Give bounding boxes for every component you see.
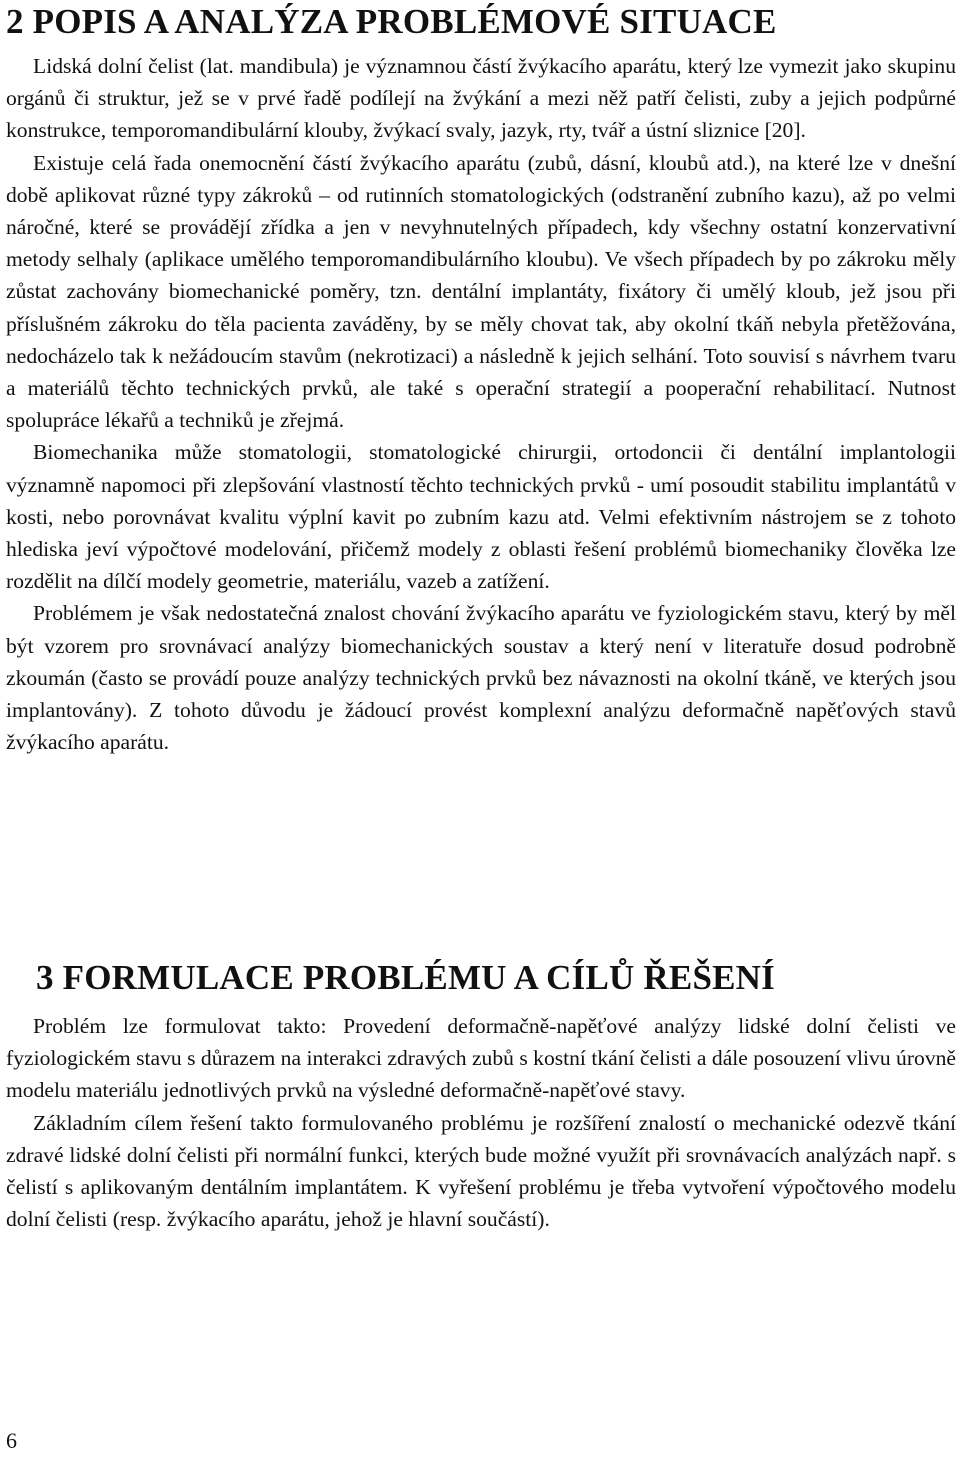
page-number: 6: [6, 1428, 17, 1453]
paragraph: Existuje celá řada onemocnění částí žvýkacího aparátu (zubů, dásní, kloubů atd.), na které lze v dnešní době aplikovat různé typy zákroků – od rutinních stomatologických (odstranění zubního kazu), až po velmi náročné, které se provádějí zřídka a jen v nevyhnutelných případech, kdy všechny ostatní konzervativní metody selhaly (aplikace umělého temporomandibulárního kloubu). Ve všech případech by po zákroku měly zůstat zachovány biomechanické poměry, tzn. dentální implantáty, fixátory či umělý kloub, jež jsou při příslušném zákroku do těla pacienta zaváděny, by se měly chovat tak, aby okolní tkáň nebyla přetěžována, nedocházelo tak k nežádoucím stavům (nekrotizaci) a následně k jejich selhání. Toto souvisí s návrhem tvaru a materiálů těchto technických prvků, ale také s operační strategií a pooperační rehabilitací. Nutnost spolupráce lékařů a techniků je zřejmá.: [6, 150, 956, 433]
document-page: [6, 0, 956, 1459]
paragraph: Problém lze formulovat takto: Provedení deformačně-napěťové analýzy lidské dolní čelisti ve fyziologickém stavu s důrazem na interakci zdravých zubů s kostní tkání čelisti a dále posouzení vlivu úrovně modelu materiálu jednotlivých prvků na výsledné deformačně-napěťové stavy.: [6, 1014, 956, 1103]
section-body: [6, 1010, 956, 1235]
section-heading: 2 POPIS A ANALÝZA PROBLÉMOVÉ SITUACE: [6, 2, 777, 41]
paragraph: Základním cílem řešení takto formulovaného problému je rozšíření znalostí o mechanické odezvě tkání zdravé lidské dolní čelisti při normální funkci, kterých bude možné využít při srovnávacích analýzách např. s čelistí s aplikovaným dentálním implantátem. K vyřešení problému je třeba vytvoření výpočtového modelu dolní čelisti (resp. žvýkacího aparátu, jehož je hlavní součástí).: [6, 1110, 956, 1232]
section-heading: 3 FORMULACE PROBLÉMU A CÍLŮ ŘEŠENÍ: [36, 958, 775, 997]
paragraph: Problémem je však nedostatečná znalost chování žvýkacího aparátu ve fyziologickém stavu, který by měl být vzorem pro srovnávací analýzy biomechanických soustav a který není v literatuře dosud podrobně zkoumán (často se provádí pouze analýzy technických prvků bez návaznosti na okolní tkáně, ve kterých jsou implantovány). Z tohoto důvodu je žádoucí provést komplexní analýzu deformačně napěťových stavů žvýkacího aparátu.: [6, 601, 956, 755]
paragraph: Lidská dolní čelist (lat. mandibula) je významnou částí žvýkacího aparátu, který lze vymezit jako skupinu orgánů či struktur, jež se v prvé řadě podílejí na žvýkání a mezi něž patří čelisti, zuby a jejich podpůrné konstrukce, temporomandibulární klouby, žvýkací svaly, jazyk, rty, tvář a ústní sliznice [20].: [6, 54, 956, 143]
section-body: [6, 50, 956, 758]
paragraph: Biomechanika může stomatologii, stomatologické chirurgii, ortodoncii či dentální implantologii významně napomoci při zlepšování vlastností těchto technických prvků - umí posoudit stabilitu implantátů v kosti, nebo porovnávat kvalitu výplní kavit po zubním kazu atd. Velmi efektivním nástrojem se z tohoto hlediska jeví výpočtové modelování, přičemž modely z oblasti řešení problémů biomechaniky člověka lze rozdělit na dílčí modely geometrie, materiálu, vazeb a zatížení.: [6, 440, 956, 594]
